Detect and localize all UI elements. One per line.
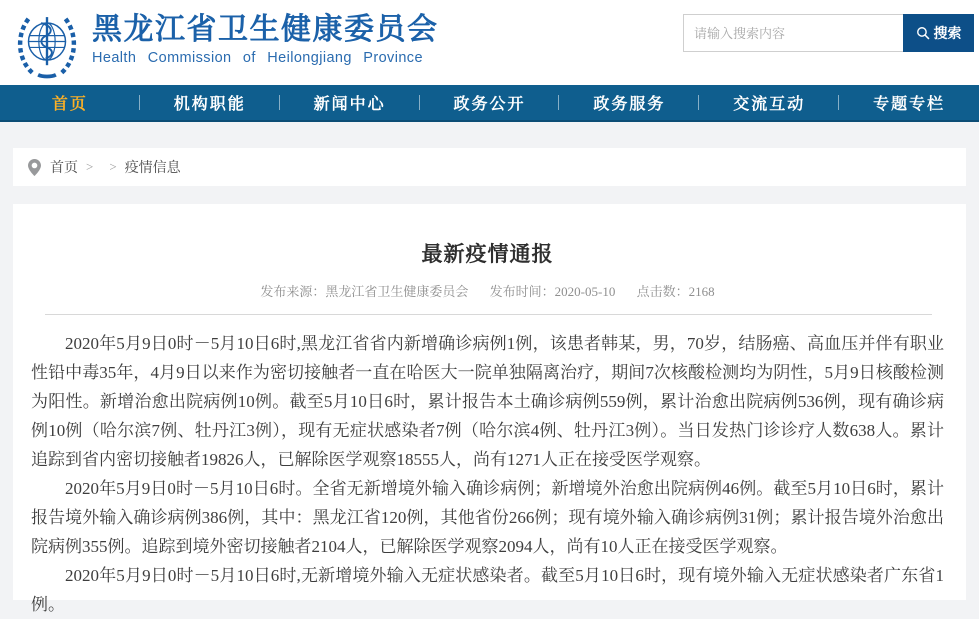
nav-item-org[interactable]: 机构职能 (140, 85, 280, 120)
header-divider (45, 314, 932, 315)
nav-item-news[interactable]: 新闻中心 (280, 85, 420, 120)
search-input[interactable] (683, 14, 903, 52)
search-icon (916, 26, 930, 40)
article-paragraph: 2020年5月9日0时－5月10日6时。全省无新增境外输入确诊病例；新增境外治愈出院病例46例。截至5月10日6时，累计报告境外输入确诊病例386例，其中：黑龙江省120例，其他省份266例；现有境外输入确诊病例31例；累计报告境外治愈出院病例355例。追踪到境外密切接触者2104人，已解除医学观察2094人，尚有10人正在接受医学观察。 (31, 479, 944, 556)
article-meta (31, 281, 944, 300)
article-card (13, 204, 966, 614)
breadcrumb (13, 148, 966, 186)
nav-item-gov-info[interactable]: 政务公开 (420, 85, 560, 120)
article-title: 最新疫情通报 (421, 243, 554, 266)
nav-item-home[interactable]: 首页 (0, 85, 140, 120)
breadcrumb-separator: > (86, 159, 94, 174)
article-source: 发布来源：黑龙江省卫生健康委员会 (260, 284, 469, 299)
site-titles (92, 13, 439, 66)
site-title-zh: 黑龙江省卫生健康委员会 (92, 13, 439, 46)
search-button[interactable] (903, 14, 974, 52)
main-nav (0, 85, 979, 122)
site-logo[interactable] (10, 6, 84, 80)
breadcrumb-separator: > (109, 159, 117, 174)
location-pin-icon (28, 159, 41, 176)
site-title-en: Health Commission of Heilongjiang Province (92, 50, 423, 66)
who-emblem-icon (10, 6, 84, 80)
nav-item-gov-services[interactable]: 政务服务 (559, 85, 699, 120)
breadcrumb-current[interactable]: 疫情信息 (124, 161, 181, 176)
site-header (0, 0, 979, 85)
search-box (683, 14, 974, 52)
article-body (31, 329, 944, 619)
article-paragraph: 2020年5月9日0时－5月10日6时,黑龙江省省内新增确诊病例1例，该患者韩某，男，70岁，结肠癌、高血压并伴有职业性铅中毒35年，4月9日以来作为密切接触者一直在哈医大一院单独隔离治疗，期间7次核酸检测均为阴性，5月9日核酸检测为阳性。新增治愈出院病例10例。截至5月10日6时，累计报告本土确诊病例559例，累计治愈出院病例536例，现有确诊病例10例（哈尔滨7例、牡丹江3例），现有无症状感染者7例（哈尔滨4例、牡丹江3例）。当日发热门诊诊疗人数638人。累计追踪到省内密切接触者19826人，已解除医学观察18555人，尚有1271人正在接受医学观察。 (31, 334, 944, 469)
search-button-label: 搜索 (933, 25, 962, 41)
nav-item-special[interactable]: 专题专栏 (873, 96, 946, 113)
breadcrumb-home[interactable]: 首页 (50, 161, 78, 176)
article-date: 发布时间：2020-05-10 (489, 284, 616, 299)
nav-item-interaction[interactable]: 交流互动 (699, 85, 839, 120)
article-hits: 点击数：2168 (636, 284, 715, 299)
article-paragraph: 2020年5月9日0时－5月10日6时,无新增境外输入无症状感染者。截至5月10日6时，现有境外输入无症状感染者广东省1例。 (31, 566, 944, 614)
